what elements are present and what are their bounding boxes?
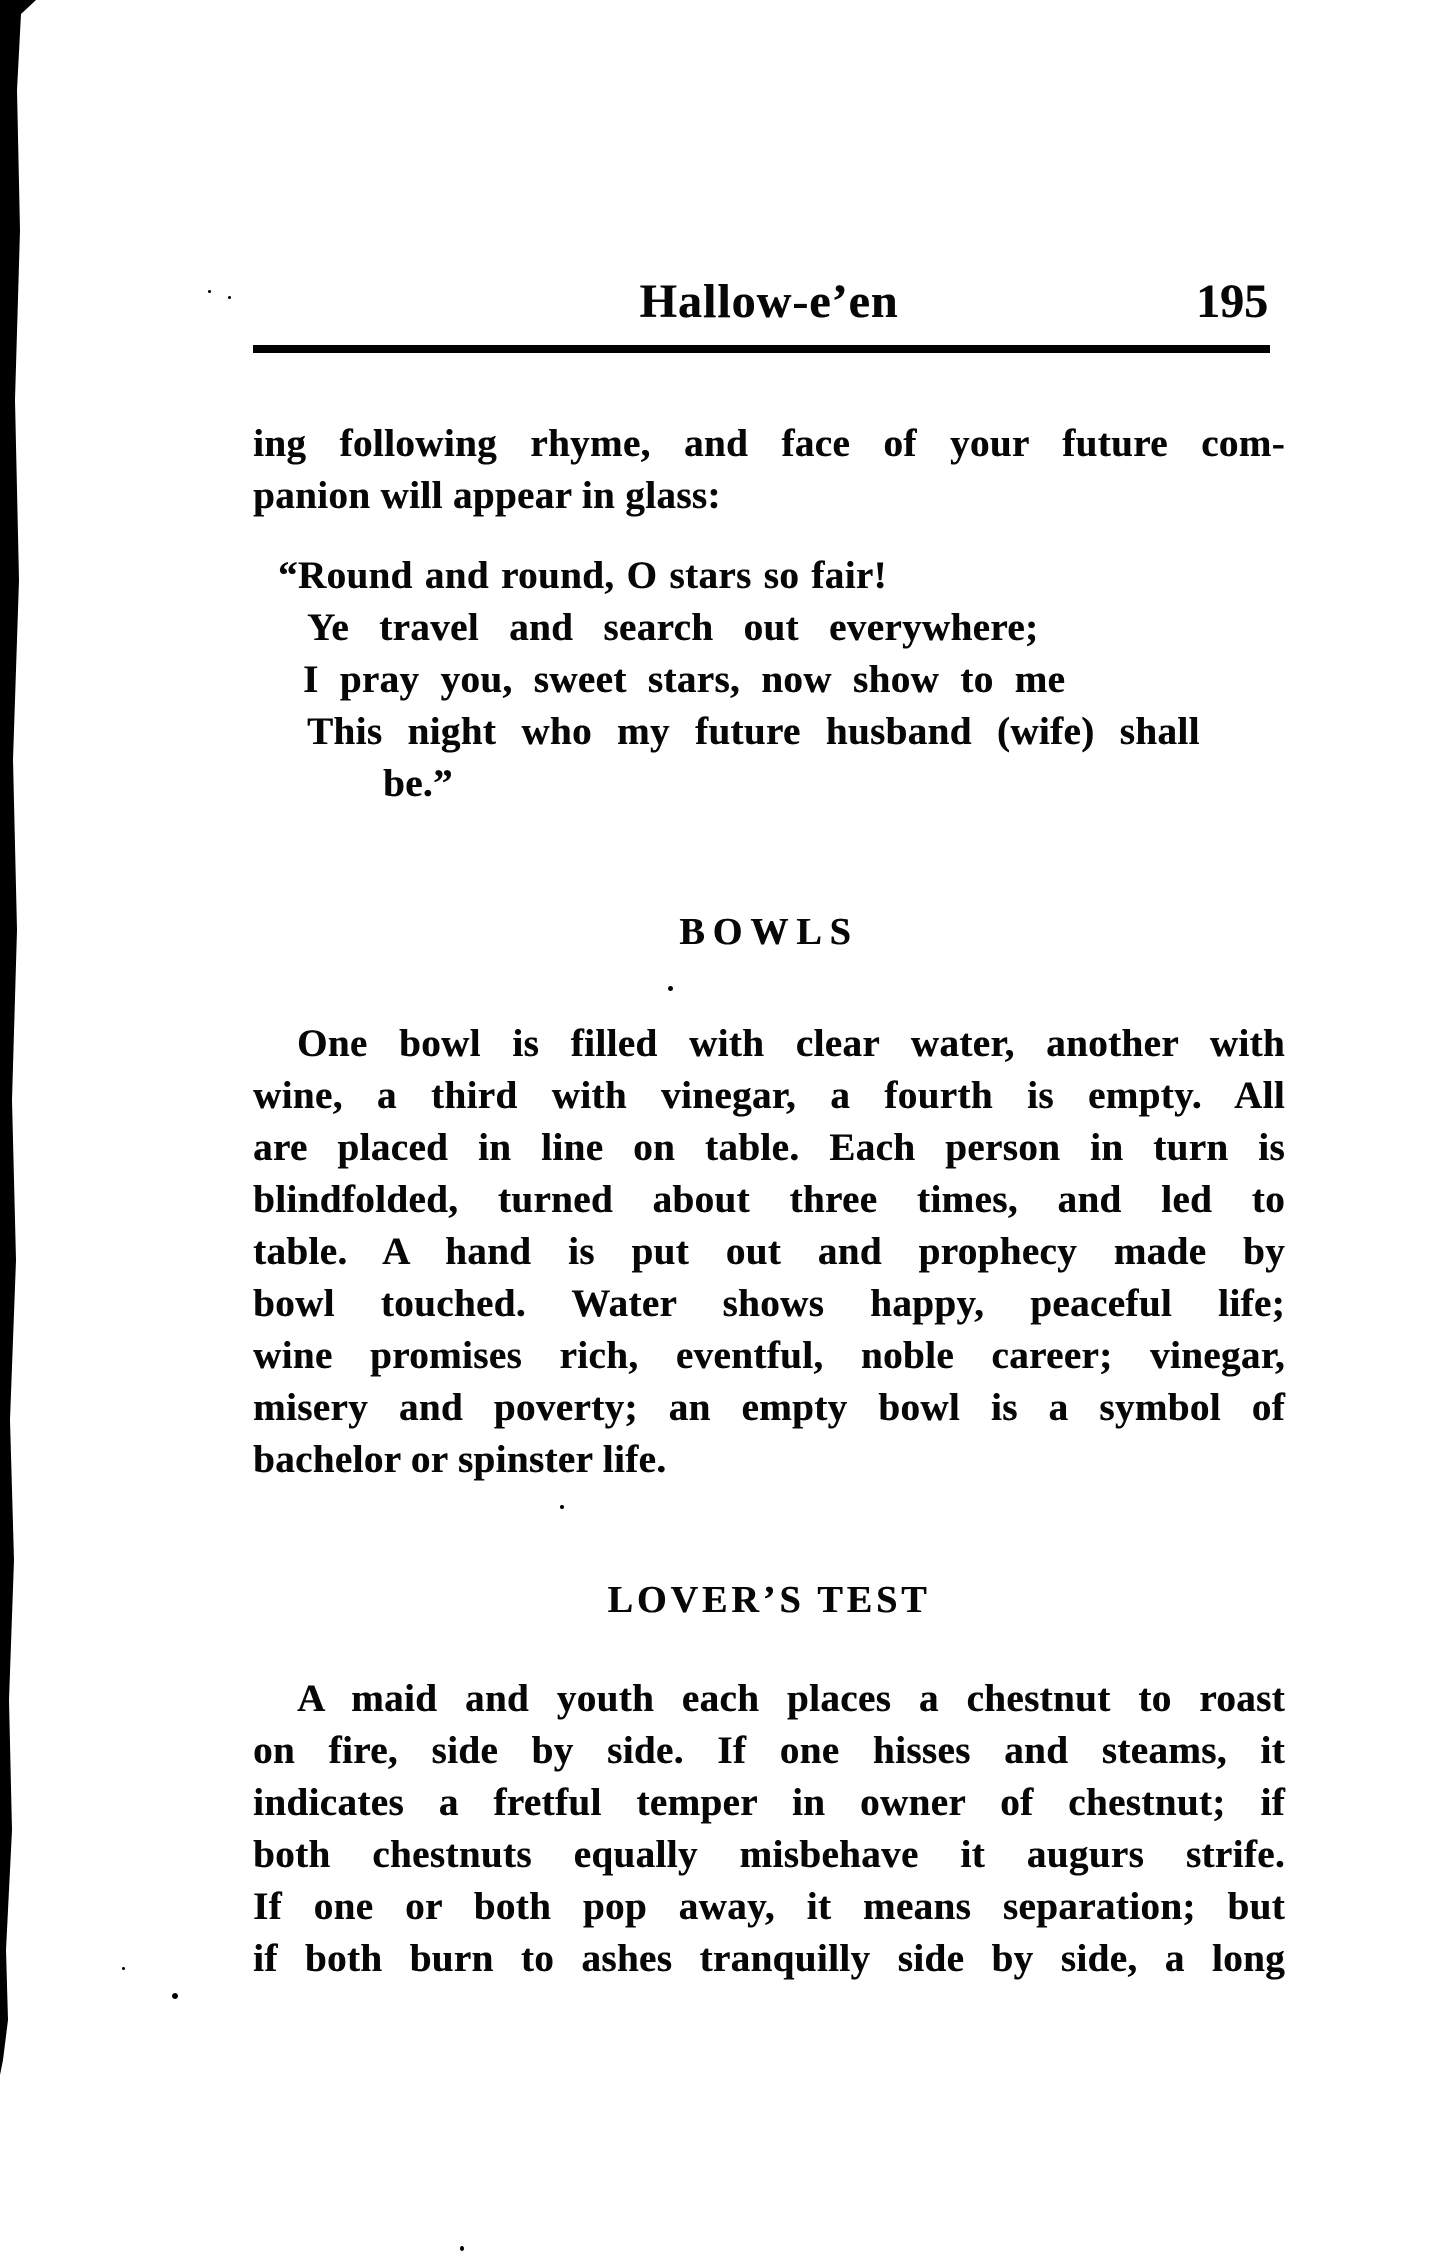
paragraph-bowls bbox=[253, 1018, 1285, 1486]
scan-edge-artifact bbox=[0, 0, 38, 2075]
paragraph-intro bbox=[253, 418, 1285, 522]
scan-speck bbox=[208, 290, 211, 293]
text-line: ing following rhyme, and face of your future com- bbox=[253, 422, 1285, 465]
text-line: A maid and youth each places a chestnut to roast bbox=[297, 1677, 1285, 1720]
section-heading-bowls: BOWLS bbox=[679, 911, 859, 953]
text-line: table. A hand is put out and prophecy made by bbox=[253, 1230, 1285, 1273]
scan-speck bbox=[172, 1993, 178, 1999]
verse-line: Ye travel and search out everywhere; bbox=[307, 606, 1039, 649]
section-heading-lovers-test: LOVER’S TEST bbox=[607, 1579, 931, 1621]
text-line: blindfolded, turned about three times, and led to bbox=[253, 1178, 1285, 1221]
text-line: If one or both pop away, it means separation; but bbox=[253, 1885, 1285, 1928]
text-line: both chestnuts equally misbehave it augurs strife. bbox=[253, 1833, 1285, 1876]
verse-line: I pray you, sweet stars, now show to me bbox=[303, 658, 1066, 701]
text-line: are placed in line on table. Each person in turn is bbox=[253, 1126, 1285, 1169]
text-line: bowl touched. Water shows happy, peaceful life; bbox=[253, 1282, 1285, 1325]
text-line: misery and poverty; an empty bowl is a symbol of bbox=[253, 1386, 1285, 1429]
text-column bbox=[253, 0, 1285, 2267]
paragraph-lovers-test bbox=[253, 1673, 1285, 1985]
text-line: on fire, side by side. If one hisses and steams, it bbox=[253, 1729, 1285, 1772]
verse-line: be.” bbox=[383, 762, 453, 805]
text-line: panion will appear in glass: bbox=[253, 474, 721, 517]
scan-speck bbox=[228, 296, 231, 299]
verse-rhyme bbox=[253, 550, 1285, 810]
text-line: wine promises rich, eventful, noble career; vinegar, bbox=[253, 1334, 1285, 1377]
running-header-title: Hallow-e’en bbox=[639, 275, 899, 328]
text-line: bachelor or spinster life. bbox=[253, 1438, 667, 1481]
verse-line: “Round and round, O stars so fair! bbox=[278, 554, 887, 597]
text-line: if both burn to ashes tranquilly side by side, a long bbox=[253, 1937, 1285, 1980]
verse-line: This night who my future husband (wife) shall bbox=[307, 710, 1200, 753]
text-line: One bowl is filled with clear water, another with bbox=[297, 1022, 1285, 1065]
page-number: 195 bbox=[1196, 275, 1268, 328]
text-line: wine, a third with vinegar, a fourth is empty. All bbox=[253, 1074, 1285, 1117]
scan-speck bbox=[122, 1967, 125, 1970]
text-line: indicates a fretful temper in owner of chestnut; if bbox=[253, 1781, 1285, 1824]
header-rule bbox=[253, 345, 1270, 353]
